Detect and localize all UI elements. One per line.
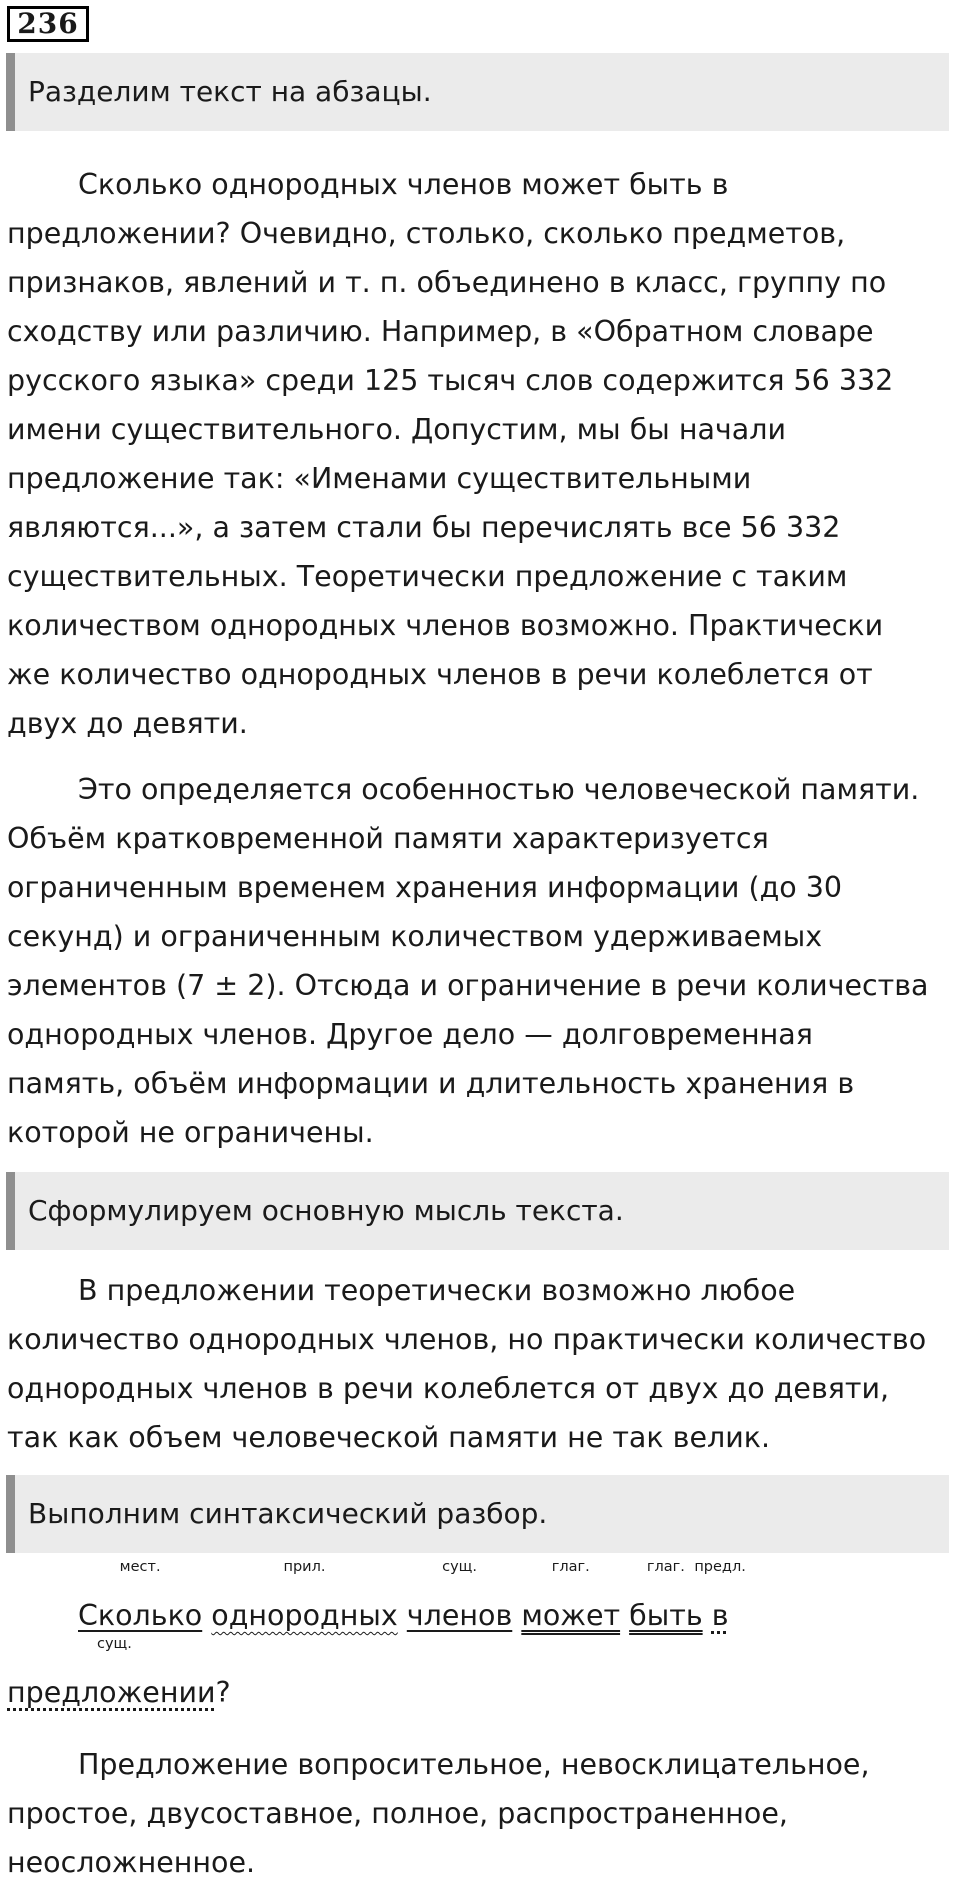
part-of-speech-tag: прил. bbox=[283, 1559, 326, 1575]
parse-word bbox=[7, 1636, 216, 1709]
parse-word bbox=[78, 1559, 203, 1632]
parse-word bbox=[629, 1559, 703, 1632]
parse-word-text: может bbox=[521, 1599, 621, 1632]
question-mark: ? bbox=[215, 1676, 231, 1709]
part-of-speech-tag: сущ. bbox=[97, 1636, 132, 1652]
text-paragraph-2: Это определяется особенностью человеческой памяти. Объём кратковременной памяти характеризуется ограниченным временем хранения информации (до 30 секунд) и ограниченным количеством удерживаемых элементов (7 ± 2). Отсюда и ограничение в речи количества однородных членов. Другое дело — долговременная память, объём информации и длительность хранения в которой не ограничены. bbox=[7, 773, 929, 1149]
syntax-parse-line-1 bbox=[78, 1559, 746, 1632]
task-number: 236 bbox=[7, 6, 89, 42]
main-idea-paragraph: В предложении теоретически возможно любое количество однородных членов, но практически количество однородных членов в речи колеблется от двух до девяти, так как объем человеческой памяти не так велик. bbox=[7, 1274, 927, 1454]
parse-word bbox=[521, 1559, 621, 1632]
section-heading-main-idea: Сформулируем основную мысль текста. bbox=[6, 1172, 949, 1250]
section-heading-paragraphs: Разделим текст на абзацы. bbox=[6, 53, 949, 131]
parse-word bbox=[406, 1559, 513, 1632]
parse-word-text: Сколько bbox=[78, 1599, 203, 1632]
part-of-speech-tag: сущ. bbox=[442, 1559, 477, 1575]
text-paragraph-1: Сколько однородных членов может быть в предложении? Очевидно, столько, сколько предметов, признаков, явлений и т. п. объединено в класс, группу по сходству или различию. Например, в «Обратном словаре русского языка» среди 125 тысяч слов содержится 56 332 имени существительного. Допустим, мы бы начали предложение так: «Именами существительными являются...», а затем стали бы перечислять все 56 332 существительных. Теоретически предложение с таким количеством однородных членов возможно. Практически же количество однородных членов в речи колеблется от двух до девяти. bbox=[7, 168, 894, 740]
parse-word-text: однородных bbox=[211, 1599, 398, 1632]
part-of-speech-tag: глаг. bbox=[551, 1559, 590, 1575]
part-of-speech-tag: предл. bbox=[694, 1559, 746, 1575]
parse-word-text: предложении bbox=[7, 1676, 216, 1709]
parse-word-text: членов bbox=[406, 1599, 513, 1632]
sentence-description: Предложение вопросительное, невосклицательное, простое, двусоставное, полное, распространенное, неосложненное. bbox=[7, 1748, 870, 1879]
syntax-parse-line-2 bbox=[7, 1636, 231, 1709]
part-of-speech-tag: мест. bbox=[119, 1559, 161, 1575]
parse-word bbox=[211, 1559, 398, 1632]
parse-word-text: быть bbox=[629, 1599, 703, 1632]
parse-word bbox=[694, 1559, 746, 1632]
part-of-speech-tag: глаг. bbox=[646, 1559, 685, 1575]
parse-word-text: в bbox=[711, 1599, 729, 1632]
section-heading-syntax-parse: Выполним синтаксический разбор. bbox=[6, 1475, 949, 1553]
